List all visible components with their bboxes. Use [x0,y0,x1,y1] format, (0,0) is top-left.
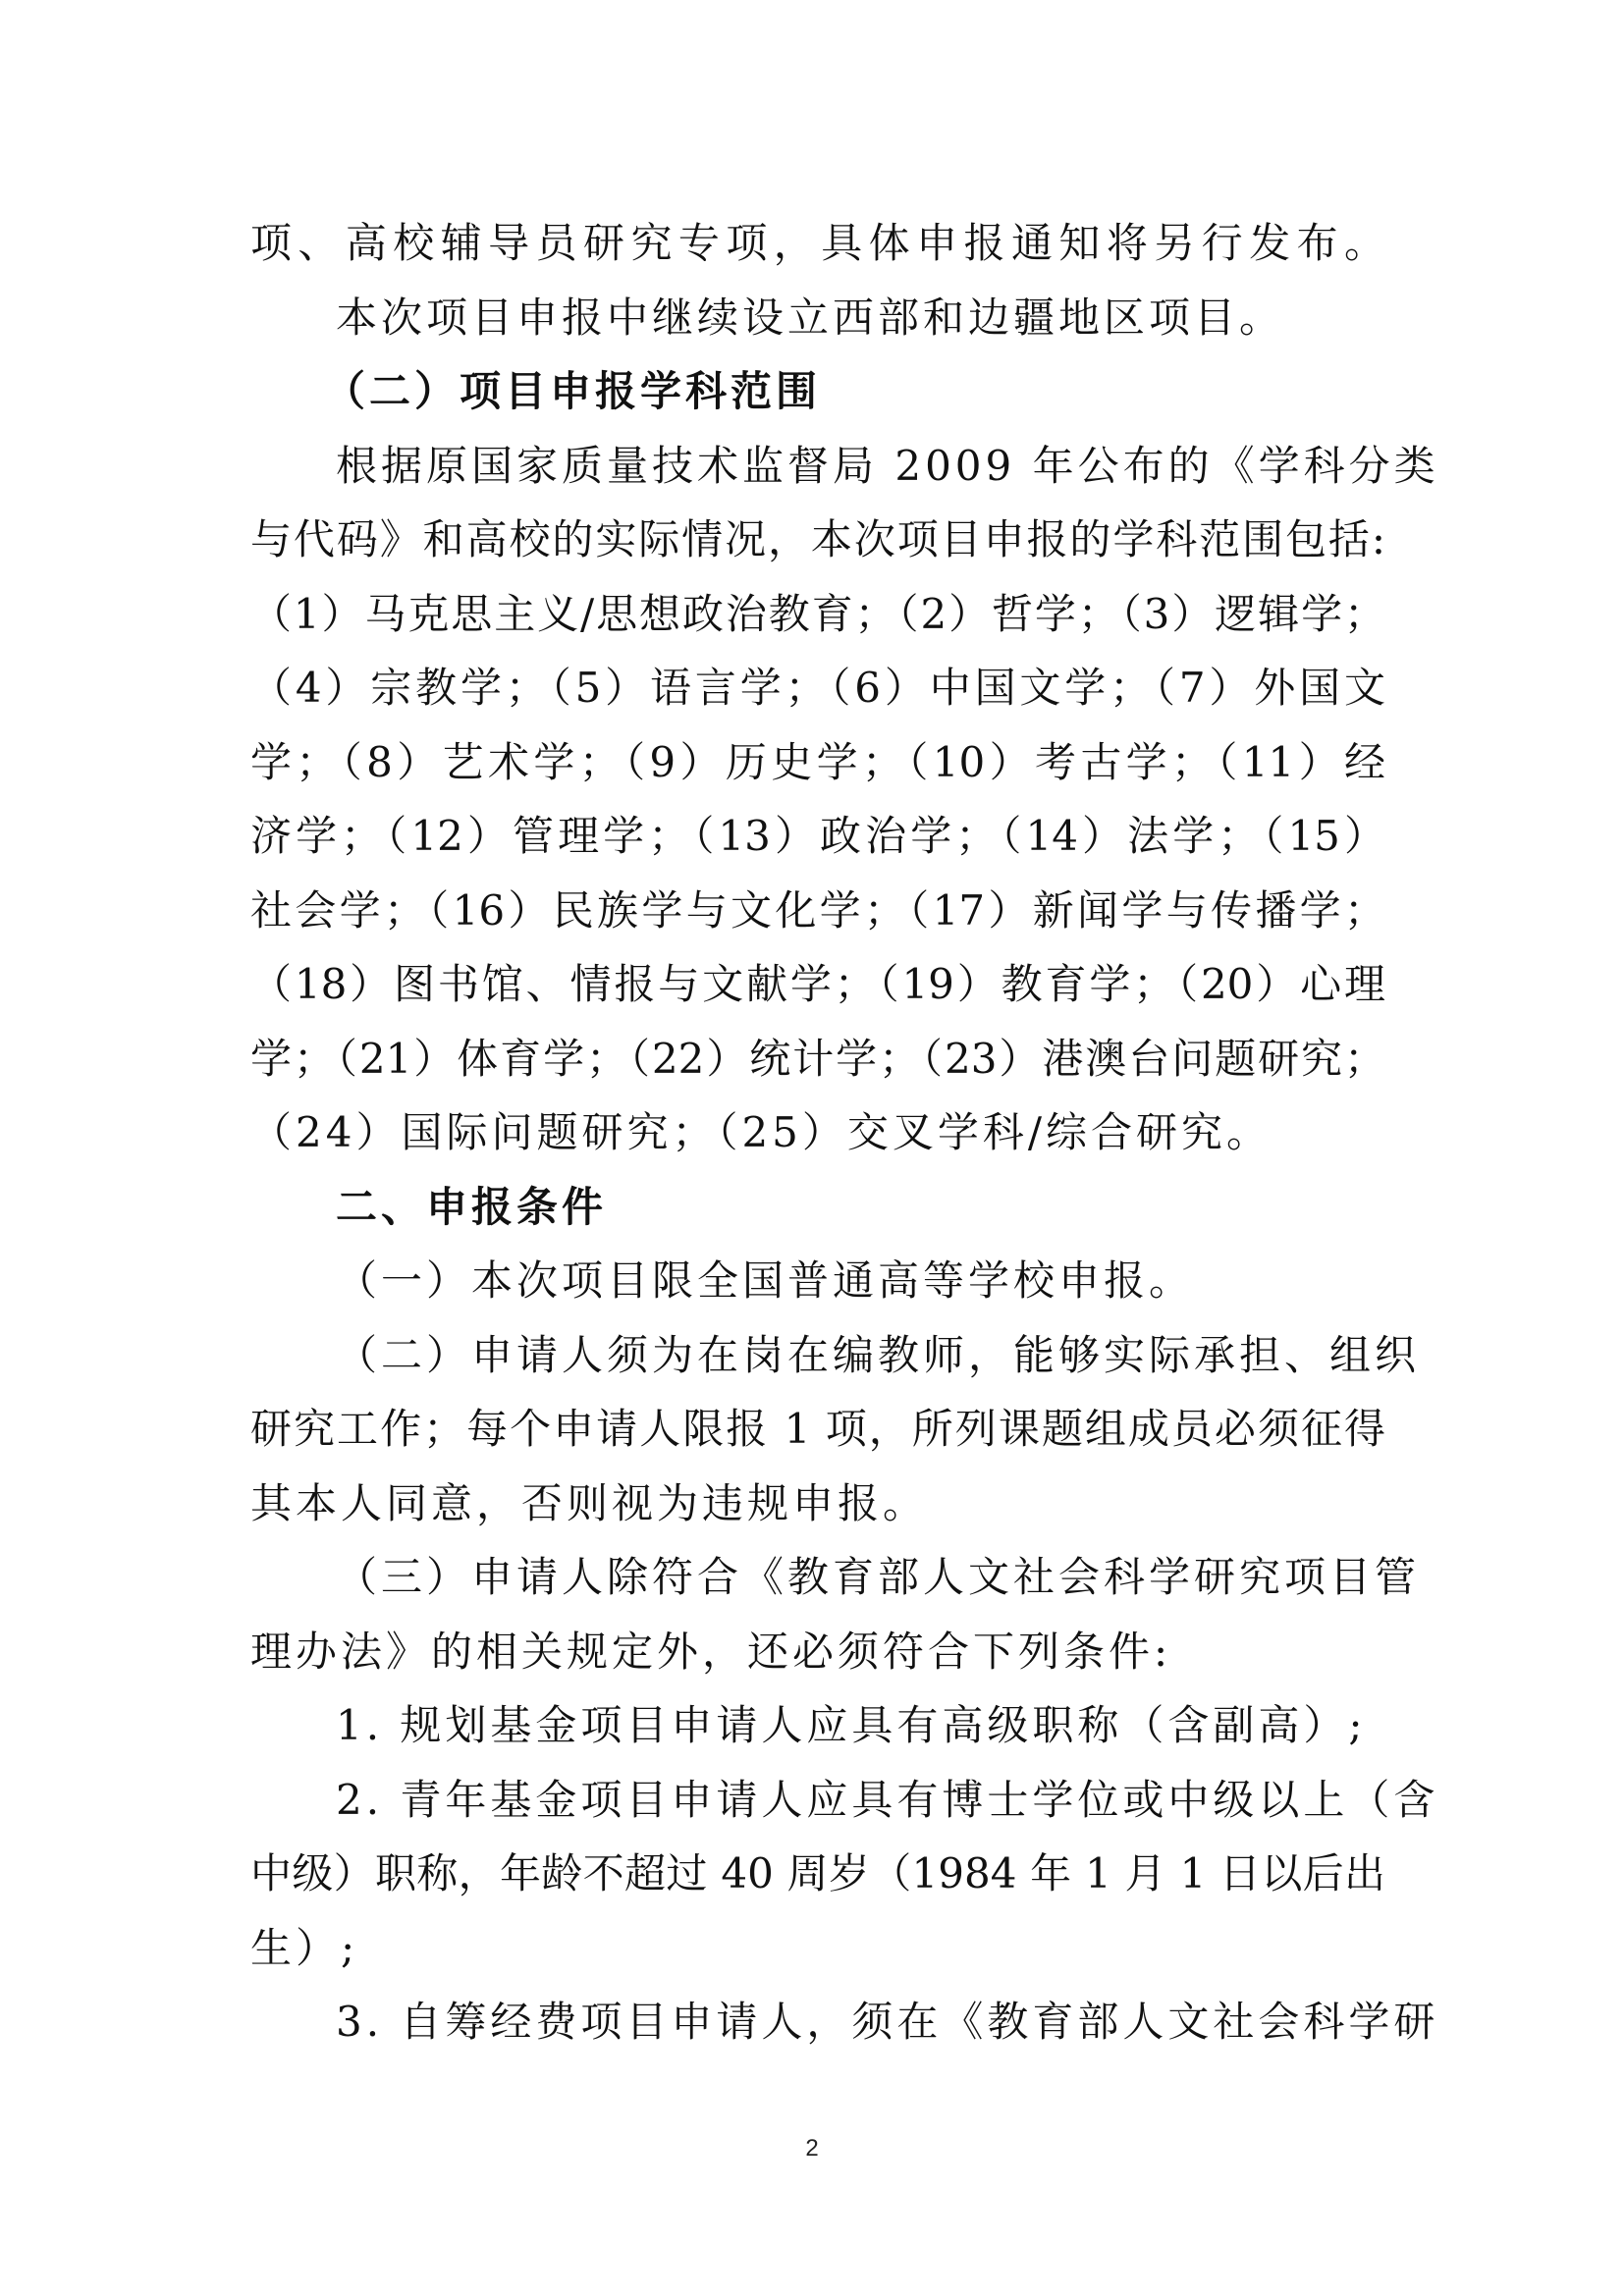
paragraph-line: 其本人同意，否则视为违规申报。 [250,1479,929,1527]
page-number: 2 [805,2135,819,2162]
subject-list-line: （24）国际问题研究；（25）交叉学科/综合研究。 [250,1108,1272,1156]
paragraph-line: 研究工作；每个申请人限报 1 项，所列课题组成员必须征得 [250,1405,1385,1453]
paragraph-line: 根据原国家质量技术监督局 2009 年公布的《学科分类 [336,442,1439,490]
condition-item: 中级）职称，年龄不超过 40 周岁（1984 年 1 月 1 日以后出 [250,1849,1385,1897]
subject-list-line: 济学；（12）管理学；（13）政治学；（14）法学；（15） [250,812,1385,860]
subject-list-line: （18）图书馆、情报与文献学；（19）教育学；（20）心理 [250,960,1385,1008]
condition-item: 2. 青年基金项目申请人应具有博士学位或中级以上（含 [336,1776,1439,1824]
section-heading: 二、申报条件 [336,1183,608,1231]
subject-list-line: 学；（8）艺术学；（9）历史学；（10）考古学；（11）经 [250,738,1385,786]
paragraph-line: 项、高校辅导员研究专项，具体申报通知将另行发布。 [250,219,1385,267]
condition-item: 1. 规划基金项目申请人应具有高级职称（含副高）; [336,1701,1367,1749]
paragraph-line: 本次项目申报中继续设立西部和边疆地区项目。 [336,294,1285,342]
paragraph-line: （一）本次项目限全国普通高等学校申报。 [336,1256,1195,1305]
paragraph-line: 理办法》的相关规定外，还必须符合下列条件: [250,1628,1172,1676]
subject-list-line: （1）马克思主义/思想政治教育；（2）哲学；（3）逻辑学； [250,590,1385,638]
condition-item: 3. 自筹经费项目申请人，须在《教育部人文社会科学研 [336,1998,1439,2046]
paragraph-line: （三）申请人除符合《教育部人文社会科学研究项目管 [336,1553,1421,1601]
subject-list-line: 社会学；（16）民族学与文化学；（17）新闻学与传播学； [250,886,1385,934]
condition-item: 生）; [250,1924,359,1972]
paragraph-line: 与代码》和高校的实际情况，本次项目申报的学科范围包括: [250,515,1385,563]
subject-list-line: 学；（21）体育学；（22）统计学；（23）港澳台问题研究； [250,1035,1385,1083]
paragraph-line: （二）申请人须为在岗在编教师，能够实际承担、组织 [336,1331,1421,1379]
section-subheading: （二）项目申报学科范围 [324,367,822,415]
subject-list-line: （4）宗教学；（5）语言学；（6）中国文学；（7）外国文 [250,664,1385,712]
